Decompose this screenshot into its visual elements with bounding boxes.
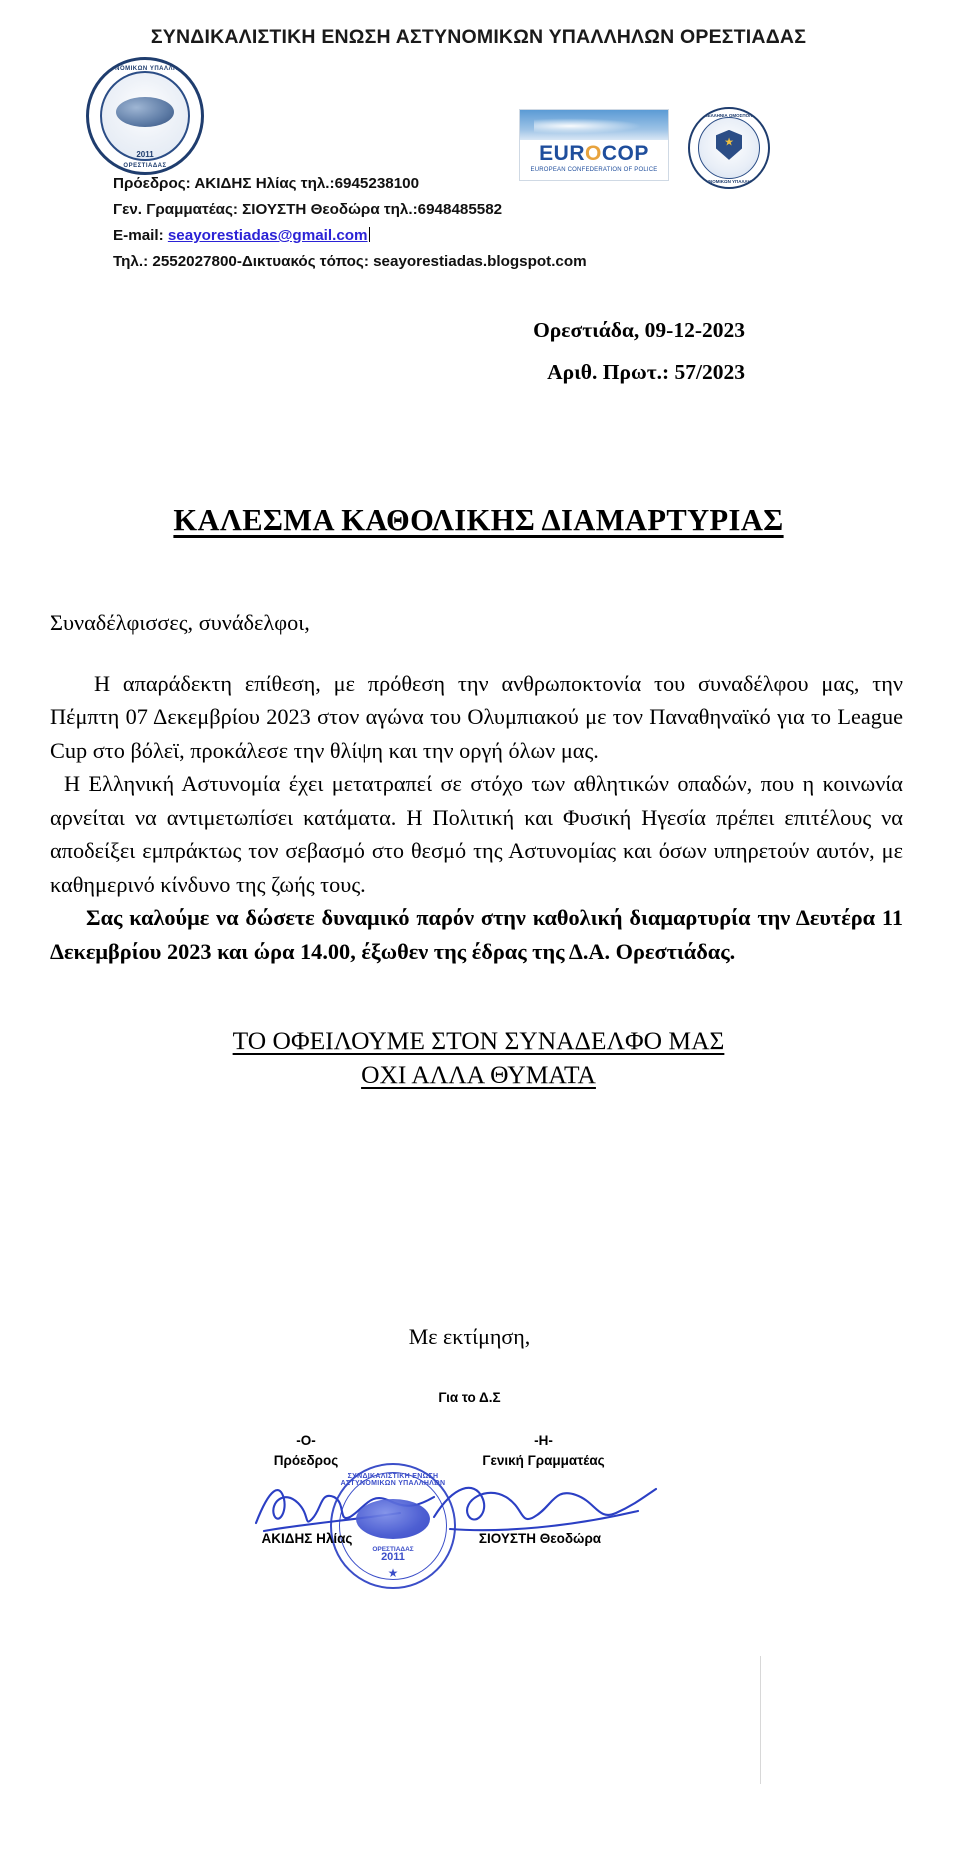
date-protocol-block: [0, 309, 957, 393]
union-emblem-arc-top-label: ΑΣΤΥΝΟΜΙΚΩΝ ΥΠΑΛΛΗΛΩΝ: [97, 66, 193, 72]
signature-block-secretary: [456, 1431, 631, 1471]
board-label: Για το Δ.Σ: [438, 1390, 501, 1405]
body-paragraph-3: Σας καλούμε να δώσετε δυναμικό παρόν στην καθολική διαμαρτυρία την Δευτέρα 11 Δεκεμβρίου 2023 και ώρα 14.00, έξωθεν της έδρας της Δ.Α. Ορεστιάδας.: [50, 905, 903, 964]
stamp-year: 2011: [381, 1551, 405, 1563]
eurocop-word-part1: EUR: [539, 142, 585, 165]
slogan-block: [0, 1024, 957, 1092]
email-label: E-mail:: [113, 227, 168, 244]
federation-emblem-arc-top-label: ΠΑΝΕΛΛΗΝΙΑ ΟΜΟΣΠΟΝΔΙΑ: [697, 113, 761, 118]
stamp-arc-bottom-label: ΟΡΕΣΤΙΑΔΑΣ: [372, 1546, 414, 1553]
eurocop-subtitle: EUROPEAN CONFEDERATION OF POLICE: [530, 167, 658, 173]
secretary-signature-name: ΣΙΟΥΣΤΗ Θεοδώρα: [478, 1531, 602, 1546]
slogan-line-2: ΟΧΙ ΑΛΛΑ ΘΥΜΑΤΑ: [361, 1060, 596, 1089]
president-value: ΑΚΙΔΗΣ Ηλίας τηλ.:6945238100: [194, 175, 420, 192]
star-icon: ★: [724, 136, 734, 149]
eurocop-wordmark: [520, 142, 668, 166]
president-signature-name: ΑΚΙΔΗΣ Ηλίας: [261, 1531, 353, 1546]
eurocop-logo-icon: [519, 109, 669, 181]
union-emblem-year: 2011: [136, 150, 154, 159]
federation-emblem-icon: [688, 107, 770, 189]
stamp-arc-top-label: ΣΥΝΔΙΚΑΛΙΣΤΙΚΗ ΕΝΩΣΗ ΑΣΤΥΝΟΜΙΚΩΝ ΥΠΑΛΛΗΛΩΝ: [340, 1473, 446, 1487]
secretary-label: Γεν. Γραμματέας:: [113, 201, 243, 218]
union-emblem-icon: [86, 57, 204, 175]
official-stamp-icon: [330, 1463, 456, 1589]
phone-website-line: Τηλ.: 2552027800-Δικτυακός τόπος: seayorestiadas.blogspot.com: [113, 253, 587, 270]
scan-edge-rule: [760, 1656, 761, 1784]
slogan-line-1: ΤΟ ΟΦΕΙΛΟΥΜΕ ΣΤΟΝ ΣΥΝΑΔΕΛΦΟ ΜΑΣ: [232, 1026, 725, 1055]
text-cursor: [369, 227, 370, 242]
email-line: [113, 223, 957, 249]
eurocop-word-part2: O: [584, 142, 602, 165]
signature-block-president: [236, 1431, 376, 1471]
place-and-date: Ορεστιάδα, 09-12-2023: [533, 318, 745, 342]
salutation: Συναδέλφισσες, συνάδελφοι,: [50, 610, 310, 635]
body-paragraph-2: Η Ελληνική Αστυνομία έχει μετατραπεί σε στόχο των αθλητικών οπαδών, που η κοινωνία αρνείται να αντιμετωπίσει κατάματα. Η Πολιτική και Φυσική Ηγεσία πρέπει επιτέλους να αποδείξει εμπράκτως τον σεβασμό στο θεσμό της Αστυνομίας και όσων υπηρετούν αυτόν, με καθημερινό κίνδυνο της ζωής τους.: [50, 771, 903, 897]
signature-area: [0, 1431, 957, 1581]
secretary-value: ΣΙΟΥΣΤΗ Θεοδώρα τηλ.:6948485582: [242, 201, 503, 218]
stamp-star-icon: ★: [387, 1566, 399, 1580]
protocol-number: Αριθ. Πρωτ.: 57/2023: [547, 360, 745, 384]
secretary-role: Γενική Γραμματέας: [482, 1453, 605, 1468]
body-paragraph-1: Η απαράδεκτη επίθεση, με πρόθεση την ανθρωποκτονία του συναδέλφου μας, την Πέμπτη 07 Δεκεμβρίου 2023 στον αγώνα του Ολυμπιακού με τον Παναθηναϊκό για το League Cup στο βόλεϊ, προκάλεσε την θλίψη και την οργή όλων μας.: [50, 670, 903, 763]
president-label: Πρόεδρος:: [113, 175, 195, 192]
document-title: ΚΑΛΕΣΜΑ ΚΑΘΟΛΙΚΗΣ ΔΙΑΜΑΡΤΥΡΙΑΣ: [173, 503, 784, 537]
email-link[interactable]: seayorestiadas@gmail.com: [167, 227, 368, 244]
president-marker: -Ο-: [296, 1433, 316, 1448]
union-emblem-arc-bottom-label: ΟΡΕΣΤΙΑΔΑΣ: [123, 163, 167, 169]
secretary-line: [113, 197, 957, 223]
eurocop-word-part3: COP: [601, 142, 649, 165]
federation-emblem-arc-bottom-label: ΑΣΤΥΝΟΜΙΚΩΝ ΥΠΑΛΛΗΛΩΝ: [697, 179, 761, 184]
secretary-marker: -Η-: [534, 1433, 553, 1448]
president-role: Πρόεδρος: [273, 1453, 339, 1468]
closing-regards: Με εκτίμηση,: [408, 1324, 531, 1349]
contact-block: [0, 171, 957, 275]
organization-title: ΣΥΝΔΙΚΑΛΙΣΤΙΚΗ ΕΝΩΣΗ ΑΣΤΥΝΟΜΙΚΩΝ ΥΠΑΛΛΗΛΩΝ ΟΡΕΣΤΙΑΔΑΣ: [150, 26, 807, 48]
document-body: [0, 606, 957, 968]
